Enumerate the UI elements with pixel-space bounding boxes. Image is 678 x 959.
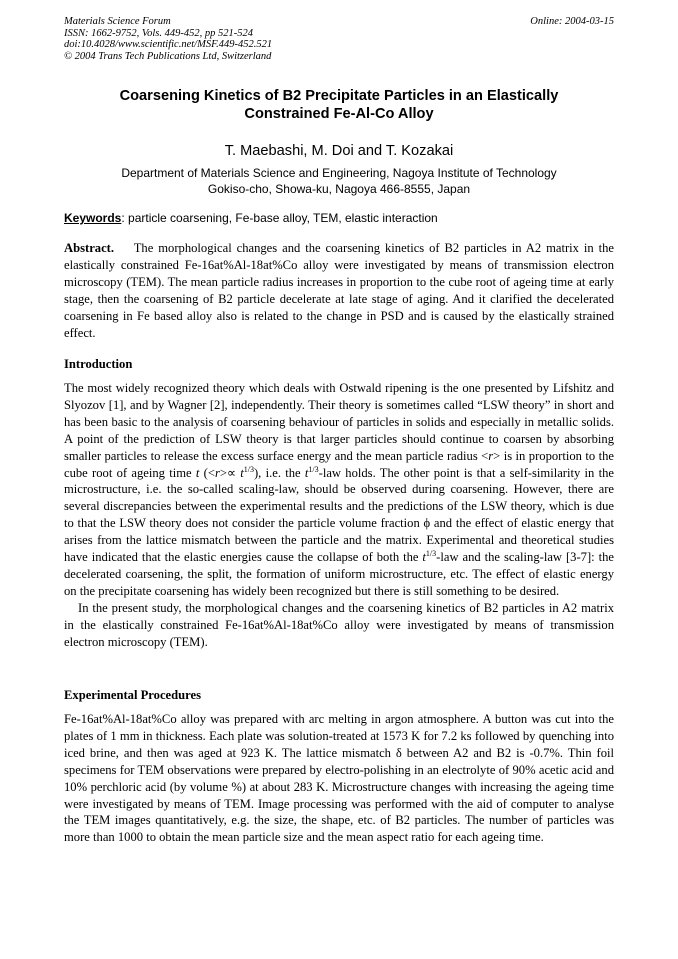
affiliation [64,166,614,197]
intro-var-r: r [488,448,494,463]
intro-var-t-2: t [240,465,244,480]
intro-text-a: The most widely recognized theory which deals with Ostwald ripening is the one presented by Lifshitz and Slyozov [1], and by Wagner [2], independently. Their theory is sometimes called “LSW theory” in short and has been basic to the analysis of coarsening behaviour of particles in solids and especially in metallic solids. A point of the prediction of LSW theory is that larger particles should continue to coarsen by absorbing smaller particles to release the excess surface energy and the mean particle radius < [64,381,614,463]
doi-line: doi:10.4028/www.scientific.net/MSF.449-452.521 [64,39,273,50]
experimental-heading: Experimental Procedures [64,688,201,702]
introduction-body [64,380,614,651]
keywords [64,211,614,226]
intro-text-b: > is in proportion to the cube root of ageing time [64,448,614,480]
intro-sup-1: 1/3 [243,464,254,474]
intro-text-g: -law and the scaling-law [3-7]: the decelerated coarsening, the split, the formation of uniform microstructure, etc. The effect of elastic energy on the precipitate coarsening has widely been recognized but there is still something to be desired. [64,550,614,598]
affiliation-line-1: Department of Materials Science and Engineering, Nagoya Institute of Technology [121,166,557,180]
abstract-label: Abstract. [64,241,115,255]
intro-var-t-3: t [304,465,309,480]
intro-text-d: >∝ [219,465,241,480]
intro-var-t-4: t [422,550,426,565]
title-line-1: Coarsening Kinetics of B2 Precipitate Particles in an Elastically [119,88,559,104]
introduction-paragraph-1 [64,380,614,600]
abstract [64,240,614,341]
online-date: Online: 2004-03-15 [530,16,614,27]
affiliation-line-2: Gokiso-cho, Showa-ku, Nagoya 466-8555, Japan [207,181,471,196]
intro-sup-3: 1/3 [425,548,437,558]
intro-text-f: -law holds. The other point is that a self-similarity in the microstructure, i.e. the so-called scaling-law, should be observed during coarsening. However, there are several discrepancies between the experimental results and the predictions of the LSW theory, which is due to that the LSW theory does not consider the particle volume fraction ϕ and the effect of elastic energy that arises from the lattice mismatch between the particle and the matrix. Experimental and theoretical studies have indicated that the elastic energies cause the collapse of both the [64,465,615,565]
experimental-body: Fe-16at%Al-18at%Co alloy was prepared with arc melting in argon atmosphere. A button was cut into the plates of 1 mm in thickness. Each plate was solution-treated at 1573 K for 7.2 ks followed by quenching into iced brine, and then was aged at 923 K. The lattice mismatch δ between A2 and B2 is -0.7%. Thin foil specimens for TEM observations were prepared by electro-polishing in an electrolyte of 90% acetic acid and 10% perchloric acid (by volume %) at about 283 K. Microstructure changes with increasing the ageing time were investigated by means of TEM. Image processing was performed with the aid of computer to analyse the TEM images quantitatively, e.g. the size, the shape, etc. of B2 particles. The number of particles was more than 1000 to obtain the mean particle size and the mean aspect ratio for each ageing time. [64,712,614,845]
keywords-text: : particle coarsening, Fe-base alloy, TEM, elastic interaction [121,211,438,225]
author-list: T. Maebashi, M. Doi and T. Kozakai [224,143,454,159]
introduction-paragraph-2: In the present study, the morphological changes and the coarsening kinetics of B2 particles in A2 matrix in the elastically constrained Fe-16at%Al-18at%Co alloy were investigated by means of transmission electron microscopy (TEM). [64,600,614,649]
copyright-line: © 2004 Trans Tech Publications Ltd, Switzerland [64,50,272,62]
issn-line: ISSN: 1662-9752, Vols. 449-452, pp 521-524 [64,27,253,39]
journal-name: Materials Science Forum [64,16,171,27]
intro-var-t: t [195,465,200,480]
journal-header [64,16,272,62]
abstract-text: The morphological changes and the coarsening kinetics of B2 particles in A2 matrix in the elastically constrained Fe-16at%Al-18at%Co alloy were investigated by means of transmission electron microscopy (TEM). The mean particle radius increases in proportion to the cube root of ageing time at early stage, then the coarsening of B2 particle decelerate at late stage of aging. And it clarified the decelerated coarsening in Fe based alloy also is related to the change in PSD and is caused by the elastically strained effect. [64,241,614,340]
intro-text-c: (< [199,465,215,480]
intro-var-r-2: r [214,465,220,480]
title-line-2: Constrained Fe-Al-Co Alloy [244,105,434,122]
paper-title [64,88,614,123]
intro-text-e: ), i.e. the [253,465,305,480]
intro-sup-2: 1/3 [308,464,319,474]
keywords-label: Keywords [64,211,122,225]
introduction-heading: Introduction [64,357,133,371]
